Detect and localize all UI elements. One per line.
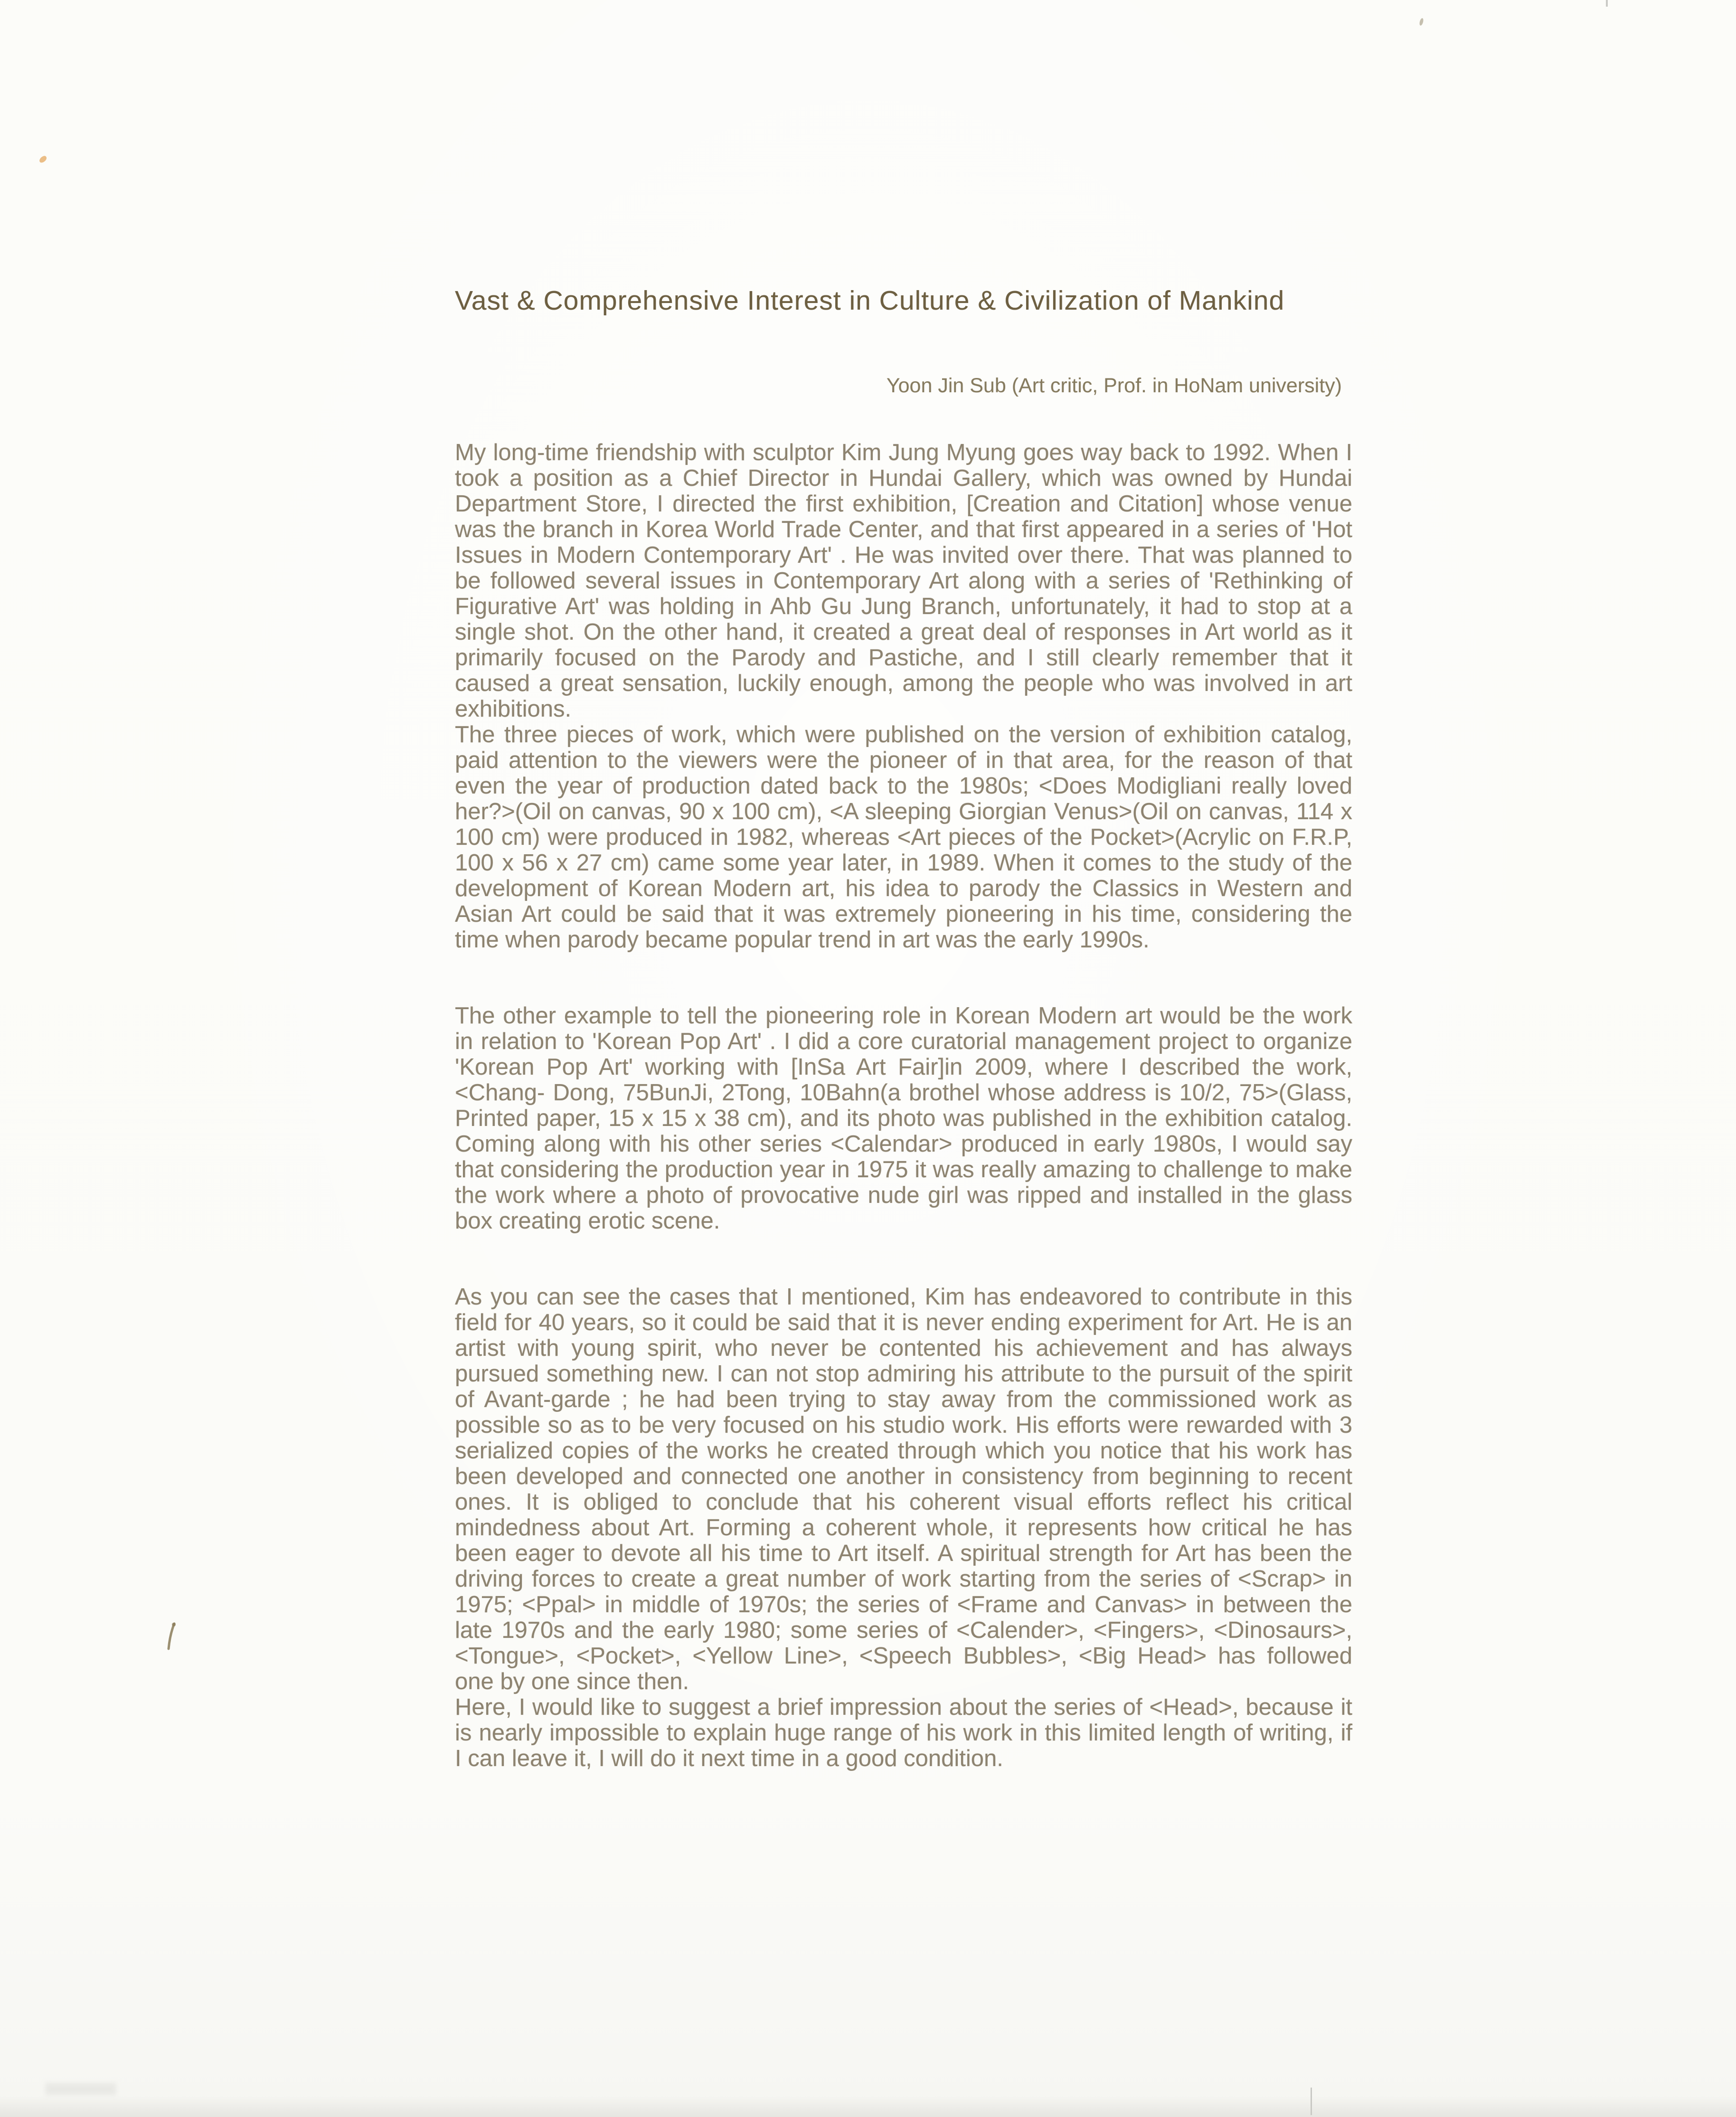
paragraph-1: My long-time friendship with sculptor Kim Jung Myung goes way back to 1992. When I took a position as a Chief Director in Hundai Gallery, which was owned by Hundai Department Store, I directed the first exhibition, [Creation and Citation] whose venue was the branch in Korea World Trade Center, and that first appeared in a series of 'Hot Issues in Modern Contemporary Art' . He was invited over there. That was planned to be followed several issues in Contemporary Art along with a series of 'Rethinking of Figurative Art' was holding in Ahb Gu Jung Branch, unfortunately, it had to stop at a single shot. On the other hand, it created a great deal of responses in Art world as it primarily focused on the Parody and Pastiche, and I still clearly remember that it caused a great sensation, luckily enough, among the people who was involved in art exhibitions. [455, 440, 1352, 722]
scan-tick-top-edge [1606, 0, 1608, 7]
scan-shadow-band [0, 2095, 1736, 2117]
paragraph-2: The three pieces of work, which were published on the version of exhibition catalog, paid attention to the viewers were the pioneer of in that area, for the reason of that even the year of production dated back to the 1980s; <Does Modigliani really loved her?>(Oil on canvas, 90 x 100 cm), <A sleeping Giorgian Venus>(Oil on canvas, 114 x 100 cm) were produced in 1982, whereas <Art pieces of the Pocket>(Acrylic on F.R.P, 100 x 56 x 27 cm) came some year later, in 1989. When it comes to the study of the development of Korean Modern art, his idea to parody the Classics in Western and Asian Art could be said that it was extremely pioneering in his time, considering the time when parody became popular trend in art was the early 1990s. [455, 722, 1352, 953]
paragraph-4: As you can see the cases that I mentioned, Kim has endeavored to contribute in this field for 40 years, so it could be said that it is never ending experiment for Art. He is an artist with young spirit, who never be contented his achievement and has always pursued something new. I can not stop admiring his attribute to the pursuit of the spirit of Avant-garde ; he had been trying to stay away from the commissioned work as possible so as to be very focused on his studio work. His efforts were rewarded with 3 serialized copies of the works he created through which you notice that his work has been developed and connected one another in consistency from beginning to recent ones. It is obliged to conclude that his coherent visual efforts reflect his critical mindedness about Art. Forming a coherent whole, it represents how critical he has been eager to devote all his time to Art itself. A spiritual strength for Art has been the driving forces to create a great number of work starting from the series of <Scrap> in 1975; <Ppal> in middle of 1970s; the series of <Frame and Canvas> in between the late 1970s and the early 1980; some series of <Calender>, <Fingers>, <Dinosaurs>, <Tongue>, <Pocket>, <Yellow Line>, <Speech Bubbles>, <Big Head> has followed one by one since then. [455, 1284, 1352, 1694]
slash-mark-vector [164, 1622, 178, 1651]
handwritten-slash-mark [164, 1622, 178, 1651]
scan-speck-orange [38, 155, 47, 164]
paragraph-3: The other example to tell the pioneering role in Korean Modern art would be the work in relation to 'Korean Pop Art' . I did a core curatorial management project to organize 'Korean Pop Art' working with [InSa Art Fair]in 2009, where I described the work, <Chang- Dong, 75BunJi, 2Tong, 10Bahn(a brothel whose address is 10/2, 75>(Glass, Printed paper, 15 x 15 x 38 cm), and its photo was published in the exhibition catalog. Coming along with his other series <Calendar> produced in early 1980s, I would say that considering the production year in 1975 it was really amazing to challenge to make the work where a photo of provocative nude girl was ripped and installed in the glass box creating erotic scene. [455, 1003, 1352, 1234]
scan-smudge [45, 2083, 116, 2095]
essay-body [455, 440, 1352, 1771]
paragraph-5: Here, I would like to suggest a brief impression about the series of <Head>, because it is nearly impossible to explain huge range of his work in this limited length of writing, if I can leave it, I will do it next time in a good condition. [455, 1694, 1352, 1771]
scan-speck-olive [1419, 18, 1424, 26]
essay-title: Vast & Comprehensive Interest in Culture & Civilization of Mankind [455, 285, 1285, 316]
author-byline: Yoon Jin Sub (Art critic, Prof. in HoNam university) [886, 374, 1342, 397]
